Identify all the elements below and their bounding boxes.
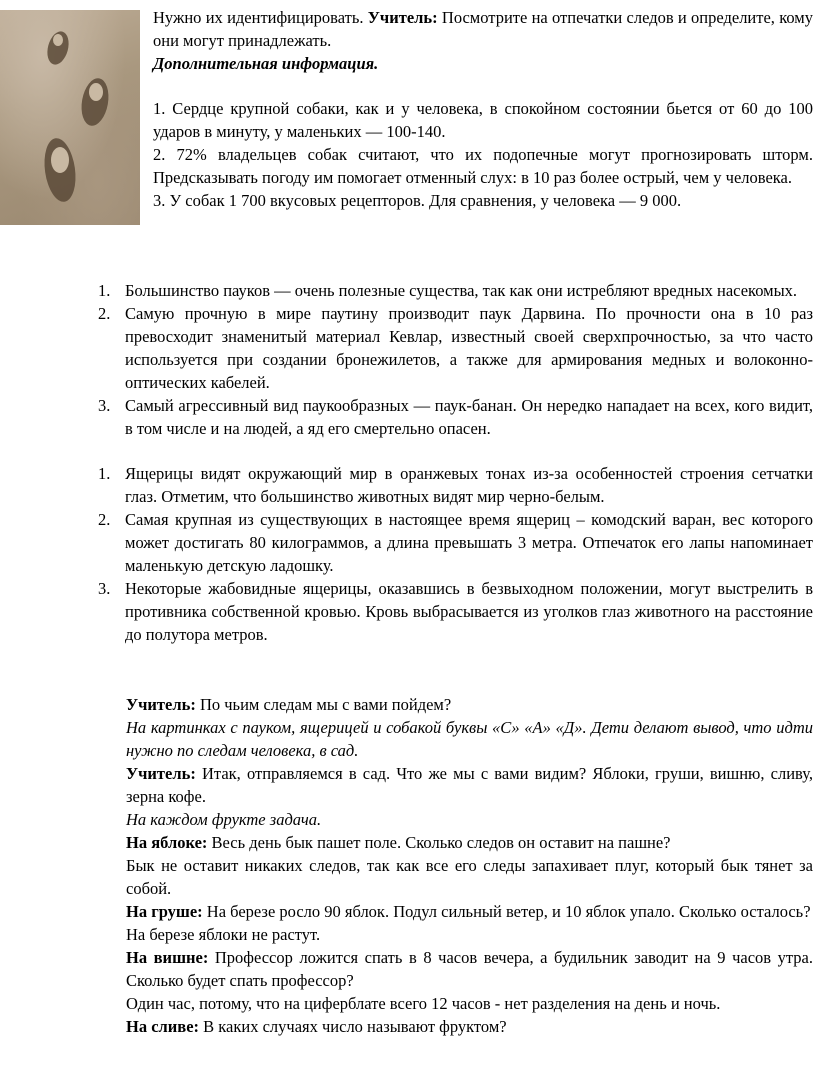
extra-info-heading: Дополнительная информация. xyxy=(153,54,379,73)
list-item: 1. Большинство пауков — очень полезные существа, так как они истребляют вредных насекомых. xyxy=(98,281,798,300)
task-pear: На груше: На березе росло 90 яблок. Подул сильный ветер, и 10 яблок упало. Сколько осталось? xyxy=(126,902,811,921)
intro-prefix: Нужно их идентифицировать. xyxy=(153,8,364,27)
dog-fact-2: 2. 72% владельцев собак считают, что их подопечные могут прогнозировать шторм. Предсказывать погоду им помогает отменный слух: в 10 раз более острый, чем у человека. xyxy=(153,145,813,187)
intro-instruction: Посмотрите на отпечатки следов и определите, кому они могут принадлежать. xyxy=(153,8,813,50)
list-item: 2. Самая крупная из существующих в настоящее время ящериц – комодский варан, вес которого может достигать 80 килограммов, а длина превышать 3 метра. Отпечаток его лапы напоминает маленькую детскую ладошку. xyxy=(98,510,813,575)
list-item: 2. Самую прочную в мире паутину производит паук Дарвина. По прочности она в 10 раз превосходит знаменитый материал Кевлар, известный своей сверхпрочностью, за что часто используется при создании бронежилетов, а также для армирования медных и волоконно-оптических кабелей. xyxy=(98,304,813,392)
footprints-image xyxy=(0,10,140,225)
footprints-photo xyxy=(0,10,140,225)
intro-paragraph xyxy=(153,6,813,52)
task-cherry: На вишне: Профессор ложится спать в 8 часов вечера, а будильник заводит на 9 часов утра. Сколько будет спать профессор? xyxy=(126,948,813,990)
lizard-facts-list xyxy=(98,462,813,646)
intro-block xyxy=(153,6,813,212)
list-item: 1. Ящерицы видят окружающий мир в оранжевых тонах из-за особенностей строения сетчатки глаз. Отметим, что большинство животных видят мир черно-белым. xyxy=(98,464,813,506)
teacher-label: Учитель: xyxy=(367,8,438,27)
task-apple: На яблоке: Весь день бык пашет поле. Сколько следов он оставит на пашне? xyxy=(126,833,671,852)
task-plum: На сливе: В каких случаях число называют фруктом? xyxy=(126,1017,507,1036)
dog-fact-1: 1. Сердце крупной собаки, как и у человека, в спокойном состоянии бьется от 60 до 100 ударов в минуту, у маленьких — 100-140. xyxy=(153,99,813,141)
answer-cherry: Один час, потому, что на циферблате всего 12 часов - нет разделения на день и ночь. xyxy=(126,994,721,1013)
dog-fact-3: 3. У собак 1 700 вкусовых рецепторов. Для сравнения, у человека — 9 000. xyxy=(153,191,682,210)
dialog-note: На каждом фрукте задача. xyxy=(126,810,322,829)
answer-apple: Бык не оставит никаких следов, так как все его следы запахивает плуг, который бык тянет за собой. xyxy=(126,856,813,898)
dialog-note: На картинках с пауком, ящерицей и собакой буквы «С» «А» «Д». Дети делают вывод, что идти нужно по следам человека, в сад. xyxy=(126,718,813,760)
facts-sections xyxy=(98,279,813,646)
dialog-line: Учитель: Итак, отправляемся в сад. Что же мы с вами видим? Яблоки, груши, вишню, сливу, зерна кофе. xyxy=(126,764,813,806)
list-item: 3. Самый агрессивный вид паукообразных — паук-банан. Он нередко нападает на всех, кого видит, в том числе и на людей, а яд его смертельно опасен. xyxy=(98,396,813,438)
answer-pear: На березе яблоки не растут. xyxy=(126,925,321,944)
dialog-line: Учитель: По чьим следам мы с вами пойдем? xyxy=(126,695,452,714)
dialog-block xyxy=(126,693,813,1038)
spider-facts-list xyxy=(98,279,813,440)
list-item: 3. Некоторые жабовидные ящерицы, оказавшись в безвыходном положении, могут выстрелить в противника собственной кровью. Кровь выбрасывается из уголков глаз животного на расстояние до полутора метров. xyxy=(98,579,813,644)
